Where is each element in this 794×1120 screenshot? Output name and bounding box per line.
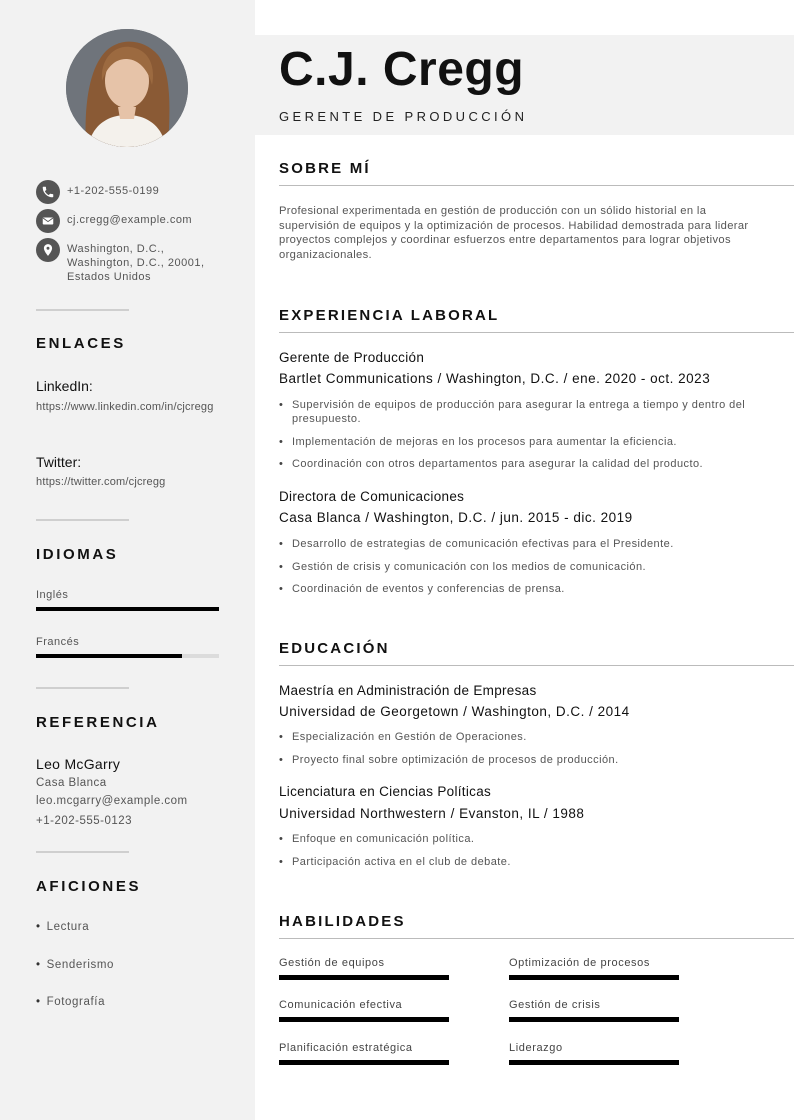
bullet-item: • Participación activa en el club de debate.: [279, 855, 779, 869]
job-bullets: [279, 398, 779, 480]
divider: [36, 851, 129, 853]
language-bar-fill: [36, 607, 219, 611]
hobby-label: Fotografía: [46, 996, 106, 1008]
links-heading: ENLACES: [36, 335, 126, 352]
skill-bar: [509, 1017, 679, 1022]
phone-number: +1-202-555-0199: [67, 185, 160, 197]
skill-label: Liderazgo: [509, 1042, 563, 1054]
degree-bullets: [279, 730, 779, 775]
bullet-item: • Coordinación de eventos y conferencias de prensa.: [279, 582, 779, 596]
contact-phone: [36, 180, 227, 204]
skills-heading: HABILIDADES: [279, 913, 406, 930]
bullet-item: • Enfoque en comunicación política.: [279, 832, 779, 846]
degree-title: Maestría en Administración de Empresas: [279, 683, 537, 698]
reference-company: Casa Blanca: [36, 777, 107, 789]
job-subtitle: Bartlet Communications / Washington, D.C. / ene. 2020 - oct. 2023: [279, 371, 711, 386]
about-heading: SOBRE MÍ: [279, 160, 371, 177]
avatar: [66, 29, 188, 147]
bullet-icon: •: [36, 921, 41, 933]
section-rule: [279, 665, 794, 666]
hobbies-heading: AFICIONES: [36, 878, 142, 895]
section-rule: [279, 185, 794, 186]
contact-address: [36, 238, 227, 284]
reference-name: Leo McGarry: [36, 756, 121, 772]
bullet-item: • Implementación de mejoras en los procesos para aumentar la eficiencia.: [279, 435, 779, 449]
hobby-label: Lectura: [46, 921, 90, 933]
job-title: Directora de Comunicaciones: [279, 489, 465, 504]
location-pin-icon: [36, 238, 60, 262]
degree-subtitle: Universidad Northwestern / Evanston, IL / 1988: [279, 806, 585, 821]
language-label-french: Francés: [36, 636, 80, 648]
degree-title: Licenciatura en Ciencias Políticas: [279, 784, 492, 799]
bullet-item: • Proyecto final sobre optimización de procesos de producción.: [279, 753, 779, 767]
divider: [36, 687, 129, 689]
language-bar-french: [36, 654, 219, 658]
address-line-3: Estados Unidos: [67, 271, 152, 283]
language-bar-english: [36, 607, 219, 611]
about-text: Profesional experimentada en gestión de producción con un sólido historial en la supervisión de equipos y la optimización de procesos. Habilidad demostrada para liderar proyectos complejos y coordinar esfuerzos entre departamentos para lograr objetivos organizacionales.: [279, 205, 749, 261]
twitter-label: Twitter:: [36, 454, 82, 470]
skill-label: Planificación estratégica: [279, 1042, 413, 1054]
skill-label: Gestión de crisis: [509, 999, 601, 1011]
person-title: GERENTE DE PRODUCCIÓN: [279, 109, 528, 124]
degree-subtitle: Universidad de Georgetown / Washington, D.C. / 2014: [279, 704, 630, 719]
bullet-item: • Coordinación con otros departamentos para asegurar la calidad del producto.: [279, 457, 779, 471]
skill-bar: [509, 975, 679, 980]
degree-bullets: [279, 832, 779, 877]
reference-heading: REFERENCIA: [36, 714, 160, 731]
bullet-icon: •: [36, 959, 41, 971]
skill-bar: [279, 1017, 449, 1022]
hobby-item: [36, 959, 114, 971]
reference-email[interactable]: leo.mcgarry@example.com: [36, 795, 188, 807]
skill-label: Gestión de equipos: [279, 957, 385, 969]
reference-phone: +1-202-555-0123: [36, 815, 133, 827]
hobby-label: Senderismo: [46, 959, 115, 971]
divider: [36, 519, 129, 521]
phone-icon: [36, 180, 60, 204]
email-icon: [36, 209, 60, 233]
language-label-english: Inglés: [36, 589, 69, 601]
section-rule: [279, 332, 794, 333]
job-title: Gerente de Producción: [279, 350, 425, 365]
languages-heading: IDIOMAS: [36, 546, 119, 563]
section-rule: [279, 938, 794, 939]
bullet-item: • Supervisión de equipos de producción para asegurar la entrega a tiempo y dentro del presupuesto.: [279, 398, 779, 426]
hobby-item: [36, 921, 89, 933]
bullet-item: • Desarrollo de estrategias de comunicación efectivas para el Presidente.: [279, 537, 779, 551]
experience-heading: EXPERIENCIA LABORAL: [279, 307, 500, 324]
bullet-icon: •: [36, 996, 41, 1008]
job-subtitle: Casa Blanca / Washington, D.C. / jun. 2015 - dic. 2019: [279, 510, 633, 525]
skill-bar: [509, 1060, 679, 1065]
skill-bar: [279, 975, 449, 980]
skill-label: Optimización de procesos: [509, 957, 650, 969]
person-name: C.J. Cregg: [279, 43, 525, 96]
contact-email: [36, 209, 227, 233]
divider: [36, 309, 129, 311]
job-bullets: [279, 537, 779, 605]
bullet-item: • Gestión de crisis y comunicación con los medios de comunicación.: [279, 560, 779, 574]
address: [67, 238, 227, 284]
linkedin-label: LinkedIn:: [36, 378, 93, 394]
address-line-1: Washington, D.C.,: [67, 243, 165, 255]
twitter-link[interactable]: https://twitter.com/cjcregg: [36, 476, 166, 488]
hobby-item: [36, 996, 105, 1008]
address-line-2: Washington, D.C., 20001,: [67, 257, 205, 269]
bullet-item: • Especialización en Gestión de Operaciones.: [279, 730, 779, 744]
profile-photo: [66, 29, 188, 147]
skill-bar: [279, 1060, 449, 1065]
education-heading: EDUCACIÓN: [279, 640, 390, 657]
language-bar-fill: [36, 654, 182, 658]
email-address[interactable]: cj.cregg@example.com: [67, 214, 193, 226]
linkedin-link[interactable]: https://www.linkedin.com/in/cjcregg: [36, 401, 214, 413]
skill-label: Comunicación efectiva: [279, 999, 403, 1011]
